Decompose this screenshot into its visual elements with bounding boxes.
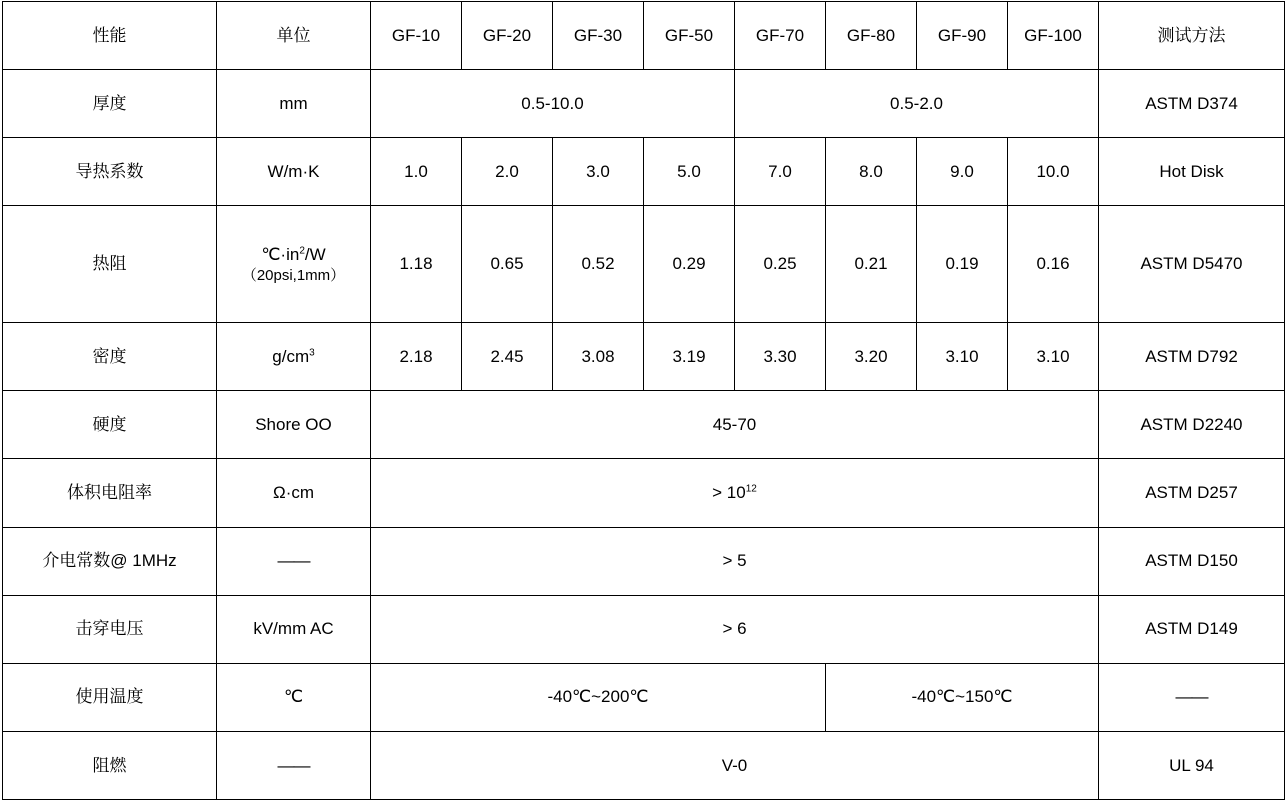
cell-conductivity-gf30: 3.0 xyxy=(553,138,644,206)
row-method-density: ASTM D792 xyxy=(1099,323,1285,391)
cell-resistance-gf30: 0.52 xyxy=(553,206,644,323)
header-grade-gf10: GF-10 xyxy=(371,2,462,70)
table-row xyxy=(3,323,1285,391)
row-property-breakdown-voltage: 击穿电压 xyxy=(3,595,217,663)
cell-conductivity-gf50: 5.0 xyxy=(644,138,735,206)
cell-density-gf10: 2.18 xyxy=(371,323,462,391)
row-property-flame-retardant: 阻燃 xyxy=(3,731,217,799)
unit-superscript: 2 xyxy=(299,245,305,257)
cell-density-gf80: 3.20 xyxy=(826,323,917,391)
header-test-method: 测试方法 xyxy=(1099,2,1285,70)
row-method-thickness: ASTM D374 xyxy=(1099,70,1285,138)
row-method-thermal-resistance: ASTM D5470 xyxy=(1099,206,1285,323)
specification-table xyxy=(2,1,1285,800)
cell-resistance-gf10: 1.18 xyxy=(371,206,462,323)
resistivity-value-text: > 10 xyxy=(712,483,746,503)
unit-condition-note: （20psi,1mm） xyxy=(241,266,346,284)
row-method-volume-resistivity: ASTM D257 xyxy=(1099,459,1285,527)
table-row xyxy=(3,391,1285,459)
row-unit-operating-temperature: ℃ xyxy=(217,663,371,731)
cell-resistance-gf20: 0.65 xyxy=(462,206,553,323)
cell-thickness-left: 0.5-10.0 xyxy=(371,70,735,138)
row-method-hardness: ASTM D2240 xyxy=(1099,391,1285,459)
table-row xyxy=(3,70,1285,138)
row-property-thermal-resistance: 热阻 xyxy=(3,206,217,323)
cell-dielectric-constant-value: > 5 xyxy=(371,527,1099,595)
header-grade-gf100: GF-100 xyxy=(1008,2,1099,70)
table-row xyxy=(3,206,1285,323)
cell-conductivity-gf80: 8.0 xyxy=(826,138,917,206)
cell-density-gf70: 3.30 xyxy=(735,323,826,391)
cell-resistance-gf50: 0.29 xyxy=(644,206,735,323)
row-unit-conductivity: W/m·K xyxy=(217,138,371,206)
cell-density-gf20: 2.45 xyxy=(462,323,553,391)
cell-thickness-right: 0.5-2.0 xyxy=(735,70,1099,138)
row-method-flame-retardant: UL 94 xyxy=(1099,731,1285,799)
table-header-row xyxy=(3,2,1285,70)
row-method-dielectric-constant: ASTM D150 xyxy=(1099,527,1285,595)
resistivity-exponent: 12 xyxy=(745,483,757,495)
row-property-density: 密度 xyxy=(3,323,217,391)
table-row xyxy=(3,663,1285,731)
cell-conductivity-gf100: 10.0 xyxy=(1008,138,1099,206)
unit-superscript: 3 xyxy=(309,347,315,359)
row-property-operating-temperature: 使用温度 xyxy=(3,663,217,731)
cell-conductivity-gf90: 9.0 xyxy=(917,138,1008,206)
row-unit-breakdown-voltage: kV/mm AC xyxy=(217,595,371,663)
row-property-volume-resistivity: 体积电阻率 xyxy=(3,459,217,527)
row-unit-hardness: Shore OO xyxy=(217,391,371,459)
cell-resistance-gf80: 0.21 xyxy=(826,206,917,323)
unit-text-main: $℃\cdot in^2/W$ xyxy=(261,244,326,264)
cell-density-gf100: 3.10 xyxy=(1008,323,1099,391)
header-unit: 单位 xyxy=(217,2,371,70)
row-method-operating-temperature: —— xyxy=(1099,663,1285,731)
header-grade-gf70: GF-70 xyxy=(735,2,826,70)
cell-conductivity-gf20: 2.0 xyxy=(462,138,553,206)
cell-conductivity-gf70: 7.0 xyxy=(735,138,826,206)
cell-resistance-gf70: 0.25 xyxy=(735,206,826,323)
header-grade-gf90: GF-90 xyxy=(917,2,1008,70)
header-property: 性能 xyxy=(3,2,217,70)
cell-conductivity-gf10: 1.0 xyxy=(371,138,462,206)
cell-operating-temperature-left: -40℃~200℃ xyxy=(371,663,826,731)
table-row xyxy=(3,459,1285,527)
cell-resistance-gf90: 0.19 xyxy=(917,206,1008,323)
cell-resistance-gf100: 0.16 xyxy=(1008,206,1099,323)
row-unit-density: $g/cm^3$ xyxy=(217,323,371,391)
row-unit-dielectric-constant: —— xyxy=(217,527,371,595)
header-grade-gf30: GF-30 xyxy=(553,2,644,70)
header-grade-gf20: GF-20 xyxy=(462,2,553,70)
row-property-dielectric-constant: 介电常数@ 1MHz xyxy=(3,527,217,595)
row-property-thickness: 厚度 xyxy=(3,70,217,138)
table-row xyxy=(3,595,1285,663)
table-row xyxy=(3,527,1285,595)
cell-density-gf50: 3.19 xyxy=(644,323,735,391)
cell-breakdown-voltage-value: > 6 xyxy=(371,595,1099,663)
row-unit-flame-retardant: —— xyxy=(217,731,371,799)
row-method-breakdown-voltage: ASTM D149 xyxy=(1099,595,1285,663)
table-row xyxy=(3,138,1285,206)
cell-density-gf30: 3.08 xyxy=(553,323,644,391)
cell-operating-temperature-right: -40℃~150℃ xyxy=(826,663,1099,731)
cell-flame-retardant-value: V-0 xyxy=(371,731,1099,799)
cell-volume-resistivity-value xyxy=(371,459,1099,527)
row-unit-thermal-resistance xyxy=(217,206,371,323)
row-unit-volume-resistivity: Ω·cm xyxy=(217,459,371,527)
table-row xyxy=(3,731,1285,799)
row-unit-thickness: mm xyxy=(217,70,371,138)
row-property-hardness: 硬度 xyxy=(3,391,217,459)
cell-density-gf90: 3.10 xyxy=(917,323,1008,391)
row-property-conductivity: 导热系数 xyxy=(3,138,217,206)
cell-hardness-value: 45-70 xyxy=(371,391,1099,459)
row-method-conductivity: Hot Disk xyxy=(1099,138,1285,206)
header-grade-gf80: GF-80 xyxy=(826,2,917,70)
header-grade-gf50: GF-50 xyxy=(644,2,735,70)
